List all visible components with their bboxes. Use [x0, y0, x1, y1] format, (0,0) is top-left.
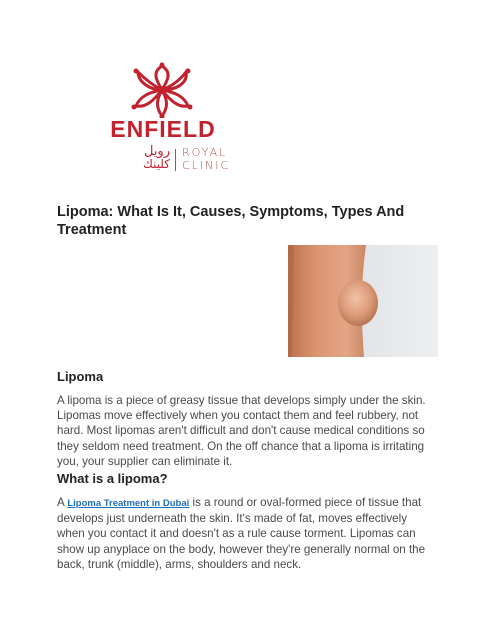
text-after-link: is a round or oval-formed piece of tissue that develops just underneath the skin. It's made of fat, moves effectively when you contact it and doesn't as a rule cause torment. Lipomas can show up anyplace on the body, however they're generally normal on the back, trunk (middle), arms, shoulders and neck.	[57, 496, 426, 571]
logo-clinic-text: CLINIC	[182, 159, 231, 172]
section-text-lipoma: A lipoma is a piece of greasy tissue that develops simply under the skin. Lipomas move effectively when you contact them and feel rubbery, not hard. Most lipomas aren't difficult and don't cause medical conditions so they seldom need treatment. On the off chance that a lipoma is irritating you, your supplier can eliminate it.	[57, 394, 426, 468]
logo-royal-text: ROYAL	[182, 146, 228, 159]
logo-arabic-line2: كلينك	[142, 157, 170, 171]
logo-subtitle	[82, 146, 244, 172]
clinic-logo	[82, 62, 244, 170]
flower-emblem-icon	[122, 62, 202, 118]
section-text-what-is	[57, 495, 437, 572]
text-before-link: A	[57, 496, 68, 509]
lipoma-image	[288, 245, 438, 357]
section-heading-what-is: What is a lipoma?	[57, 471, 168, 486]
logo-arabic-line1: رويل	[143, 144, 170, 159]
logo-divider	[175, 149, 176, 171]
section-heading-lipoma: Lipoma	[57, 369, 104, 384]
article-title: Lipoma: What Is It, Causes, Symptoms, Types And Treatment	[57, 204, 405, 238]
logo-wordmark: ENFIELD	[110, 116, 216, 142]
lipoma-treatment-link[interactable]: Lipoma Treatment in Dubai	[67, 498, 190, 509]
lipoma-photo	[288, 245, 438, 357]
